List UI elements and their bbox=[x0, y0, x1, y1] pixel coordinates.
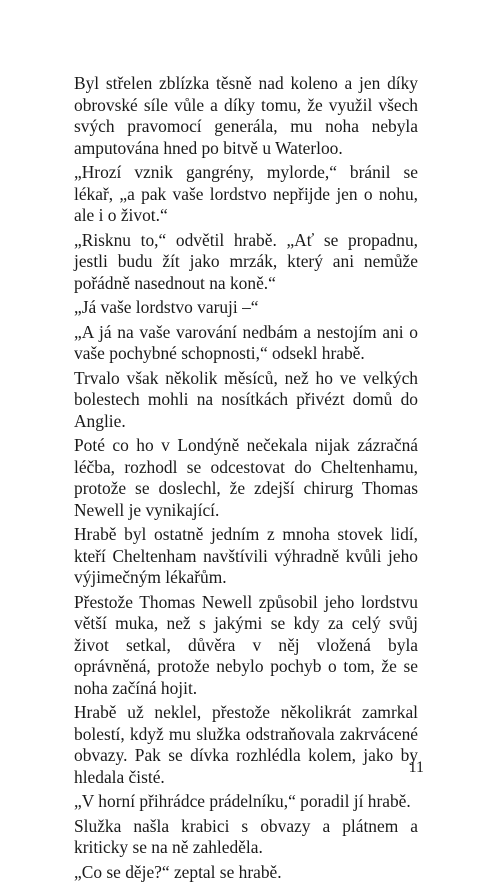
paragraph-9: Přestože Thomas Newell způsobil jeho lordstvu větší muka, než s jakými se kdy za celý svůj život setkal, důvěra v něj vložená byla oprávněná, protože nebylo pochyb o tom, že se noha začíná hojit. bbox=[74, 591, 418, 698]
paragraph-13: „Co se děje?“ zeptal se hrabě. bbox=[74, 861, 282, 882]
paragraph-10: Hrabě už neklel, přestože několikrát zamrkal bolestí, když mu služka odstraňovala zakrvácené obvazy. Pak se dívka rozhlédla kolem, jako by hledala čisté. bbox=[74, 702, 418, 787]
paragraph-7: Poté co ho v Londýně nečekala nijak zázračná léčba, rozhodl se odcestovat do Cheltenhamu, protože se doslechl, že zdejší chirurg Thomas Newell je vynikající. bbox=[74, 435, 418, 520]
paragraph-12: Služka našla krabici s obvazy a plátnem a kriticky se na ně zahleděla. bbox=[74, 815, 418, 857]
paragraph-8: Hrabě byl ostatně jedním z mnoha stovek lidí, kteří Cheltenham navštívili výhradně kvůli jeho výjimečným lékařům. bbox=[74, 524, 418, 587]
paragraph-3: „Risknu to,“ odvětil hrabě. „Ať se propadnu, jestli budu žít jako mrzák, který ani nemůže pořádně nasednout na koně.“ bbox=[74, 229, 418, 293]
paragraph-2: „Hrozí vznik gangrény, mylorde,“ bránil se lékař, „a pak vaše lordstvo nepřijde jen o nohu, ale i o život.“ bbox=[74, 162, 418, 225]
paragraph-6: Trvalo však několik měsíců, než ho ve velkých bolestech mohli na nosítkách přivézt domů do Anglie. bbox=[74, 367, 418, 431]
page-number: 11 bbox=[408, 759, 424, 776]
body-text bbox=[74, 73, 418, 886]
paragraph-11: „V horní přihrádce prádelníku,“ poradil jí hrabě. bbox=[74, 791, 411, 811]
paragraph-5: „A já na vaše varování nedbám a nestojím ani o vaše pochybné schopnosti,“ odsekl hrabě. bbox=[74, 321, 418, 363]
paragraph-4: „Já vaše lordstvo varuji –“ bbox=[74, 297, 259, 317]
paragraph-1: Byl střelen zblízka těsně nad koleno a jen díky obrovské síle vůle a díky tomu, že využil všech svých pravomocí generála, mu noha nebyla amputována hned po bitvě u Waterloo. bbox=[74, 73, 418, 158]
